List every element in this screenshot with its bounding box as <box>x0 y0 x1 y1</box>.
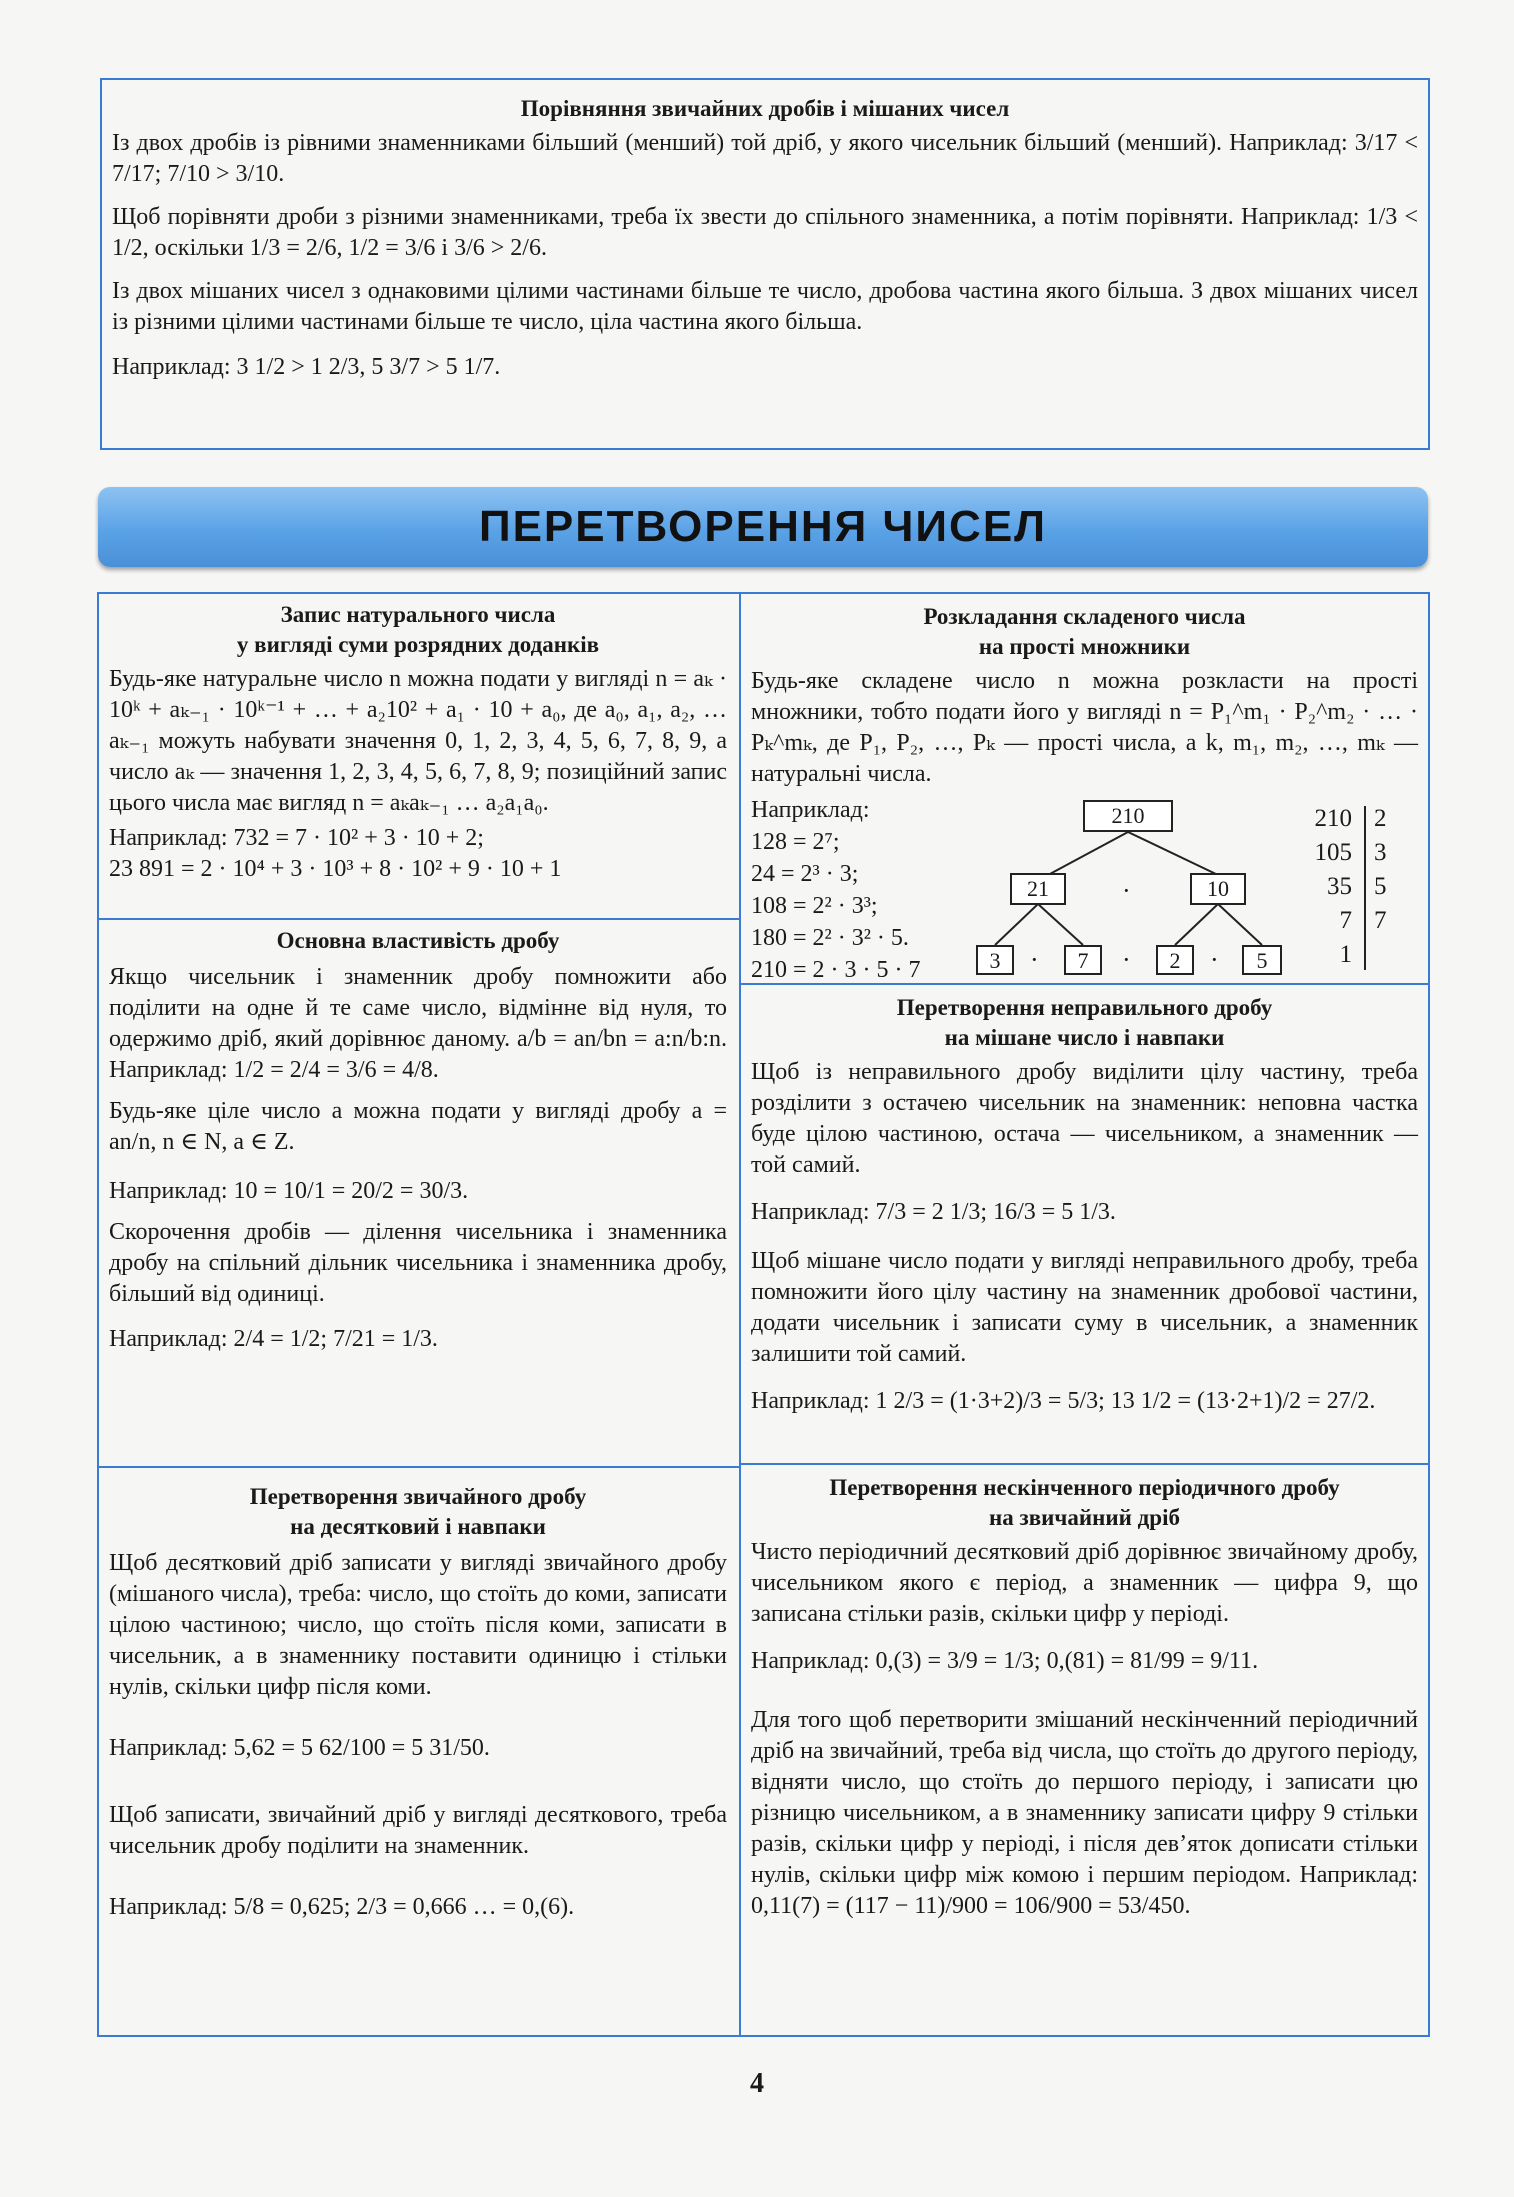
natural-number-text: Будь-яке натуральне число n можна подати у вигляді n = aₖ · 10ᵏ + aₖ₋₁ · 10ᵏ⁻¹ + … + a₂10² + a₁ · 10 + a₀, де a₀, a₁, a₂, … aₖ₋₁ можуть набувати значення 0, 1, 2, 3, 4, 5, 6, 7, 8, 9, а число aₖ — значення 1, 2, 3, 4, 5, 6, 7, 8, 9; позиційний запис цього числа має вигляд n = aₖaₖ₋₁ … a₂a₁a₀. <box>109 666 727 816</box>
comparison-title: Порівняння звичайних дробів і мішаних чисел <box>520 96 1010 121</box>
decimal-conversion-example-2: Наприклад: 5/8 = 0,625; 2/3 = 0,666 … = 0,(6). <box>109 1894 575 1920</box>
natural-number-example-2: 23 891 = 2 · 10⁴ + 3 · 10³ + 8 · 10² + 9 · 10 + 1 <box>109 856 562 882</box>
factor-dividend: 35 <box>1327 873 1352 900</box>
tree-leaf: 2 <box>1156 945 1194 975</box>
comparison-p4: Наприклад: 3 1/2 > 1 2/3, 5 3/7 > 5 1/7. <box>112 354 501 380</box>
improper-fraction-text: Щоб із неправильного дробу виділити цілу частину, треба розділити з остачею чисельник на знаменник: неповна частка буде цілою частиною, остача — чисельником, а знаменник — той самий. <box>751 1059 1418 1178</box>
decimal-conversion-example-1: Наприклад: 5,62 = 5 62/100 = 5 31/50. <box>109 1735 490 1761</box>
tree-node-root: 210 <box>1083 800 1173 832</box>
improper-fraction-title-1: Перетворення неправильного дробу <box>896 995 1273 1020</box>
comparison-p2: Щоб порівняти дроби з різними знаменниками, треба їх звести до спільного знаменника, а потім порівняти. Наприклад: 1/3 < 1/2, оскільки 1/3 = 2/6, 1/2 = 3/6 і 3/6 > 2/6. <box>112 204 1418 261</box>
comparison-p3: Із двох мішаних чисел з однаковими цілими частинами більше те число, дробова частина якого більша. З двох мішаних чисел із різними цілими частинами більше те число, ціла частина якого більша. <box>112 278 1418 335</box>
prime-example: 210 = 2 · 3 · 5 · 7 <box>751 957 921 983</box>
improper-fraction-example-1: Наприклад: 7/3 = 2 1/3; 16/3 = 5 1/3. <box>751 1199 1116 1225</box>
prime-examples-label: Наприклад: <box>751 797 870 823</box>
fraction-property-example-1: Наприклад: 10 = 10/1 = 20/2 = 30/3. <box>109 1178 469 1204</box>
right-section-improper-fraction <box>741 985 1428 1461</box>
periodic-fraction-text: Чисто періодичний десятковий дріб дорівнює звичайному дробу, чисельником якого є період, а знаменник — цифра 9, що записана стільки разів, скільки цифр у періоді. <box>751 1539 1418 1627</box>
comparison-p1: Із двох дробів із рівними знаменниками більший (менший) той дріб, у якого чисельник більший (менший). Наприклад: 3/17 < 7/17; 7/10 > 3/10. <box>112 130 1418 187</box>
tree-leaf: 5 <box>1242 945 1282 975</box>
periodic-fraction-example-1: Наприклад: 0,(3) = 3/9 = 1/3; 0,(81) = 81/99 = 9/11. <box>751 1648 1259 1674</box>
improper-fraction-text-2: Щоб мішане число подати у вигляді неправильного дробу, треба помножити його цілу частину на знаменник дробової частини, додати чисельник і записати суму в чисельник, а знаменник залишити той самий. <box>751 1248 1418 1367</box>
tree-dot: · <box>1122 945 1131 974</box>
improper-fraction-title-2: на мішане число і навпаки <box>944 1025 1225 1050</box>
tree-leaf: 3 <box>976 945 1014 975</box>
factor-divisor: 7 <box>1374 907 1387 934</box>
natural-number-title-1: Запис натурального числа <box>280 602 556 627</box>
decimal-conversion-text: Щоб десятковий дріб записати у вигляді звичайного дробу (мішаного числа), треба: число, що стоїть до коми, записати цілою частиною; число, що стоїть після коми, записати в чисельник, а в знаменнику поставити одиницю і стільки нулів, скільки цифр після коми. <box>109 1550 727 1700</box>
factor-dividend: 105 <box>1314 839 1352 866</box>
prime-factorization-title-2: на прості множники <box>978 634 1191 659</box>
prime-factorization-title-1: Розкладання складеного числа <box>923 604 1246 629</box>
section-banner-title: ПЕРЕТВОРЕННЯ ЧИСЕЛ <box>478 502 1048 551</box>
tree-dot: · <box>1030 945 1039 974</box>
natural-number-example-1: Наприклад: 732 = 7 · 10² + 3 · 10 + 2; <box>109 825 484 851</box>
factor-divisor: 5 <box>1374 873 1387 900</box>
prime-example: 108 = 2² · 3³; <box>751 893 878 919</box>
decimal-conversion-title-1: Перетворення звичайного дробу <box>249 1484 587 1509</box>
tree-dot: · <box>1210 945 1219 974</box>
decimal-conversion-text-2: Щоб записати, звичайний дріб у вигляді десяткового, треба чисельник дробу поділити на знаменник. <box>109 1802 727 1859</box>
fraction-property-example-2: Наприклад: 2/4 = 1/2; 7/21 = 1/3. <box>109 1326 438 1352</box>
periodic-fraction-title-2: на звичайний дріб <box>989 1505 1180 1530</box>
decimal-conversion-title-2: на десятковий і навпаки <box>290 1514 546 1539</box>
tree-dot: · <box>1122 876 1131 905</box>
factor-divisor: 2 <box>1374 805 1387 832</box>
improper-fraction-example-2: Наприклад: 1 2/3 = (1·3+2)/3 = 5/3; 13 1/2 = (13·2+1)/2 = 27/2. <box>751 1388 1376 1414</box>
fraction-property-text-2: Будь-яке ціле число a можна подати у вигляді дробу a = an/n, n ∈ N, a ∈ Z. <box>109 1098 727 1155</box>
prime-example: 128 = 2⁷; <box>751 829 840 855</box>
periodic-fraction-title-1: Перетворення нескінченного періодичного дробу <box>829 1475 1340 1500</box>
page-number: 4 <box>750 2068 764 2099</box>
fraction-property-text: Якщо чисельник і знаменник дробу помножити або поділити на одне й те саме число, відмінне від нуля, то одержимо дріб, який дорівнює даному. a/b = an/bn = a:n/b:n. Наприклад: 1/2 = 2/4 = 3/6 = 4/8. <box>109 964 727 1083</box>
fraction-reduction-text: Скорочення дробів — ділення чисельника і знаменника дробу на спільний дільник чисельника і знаменника дробу, більший від одиниці. <box>109 1219 727 1307</box>
prime-example: 24 = 2³ · 3; <box>751 861 859 887</box>
periodic-fraction-text-2: Для того щоб перетворити змішаний нескінченний періодичний дріб на звичайний, треба від числа, що стоїть до другого періоду, відняти число, що стоїть до першого періоду, і записати цю різницю чисельником, а в знаменнику записати цифру 9 стільки разів, скільки цифр у періоді, і після дев’яток дописати стільки нулів, скільки цифр між комою і першим періодом. Наприклад: 0,11(7) = (117 − 11)/900 = 106/900 = 53/450. <box>751 1707 1418 1919</box>
factor-dividend: 210 <box>1314 805 1352 832</box>
tree-node-right: 10 <box>1190 873 1246 905</box>
tree-leaf: 7 <box>1064 945 1102 975</box>
prime-example: 180 = 2² · 3² · 5. <box>751 925 909 951</box>
factor-divisor: 3 <box>1374 839 1387 866</box>
factor-dividend: 1 <box>1339 941 1352 968</box>
prime-factorization-text: Будь-яке складене число n можна розкласти на прості множники, тобто подати його у вигляді n = P₁^m₁ · P₂^m₂ · … · Pₖ^mₖ, де P₁, P₂, …, Pₖ — прості числа, а k, m₁, m₂, …, mₖ — натуральні числа. <box>751 668 1418 787</box>
natural-number-title-2: у вигляді суми розрядних доданків <box>236 632 600 657</box>
factor-bar <box>1364 806 1366 970</box>
fraction-property-title: Основна властивість дробу <box>276 928 560 953</box>
right-section-periodic-fraction <box>741 1465 1428 2035</box>
tree-node-left: 21 <box>1010 873 1066 905</box>
factor-dividend: 7 <box>1339 907 1352 934</box>
